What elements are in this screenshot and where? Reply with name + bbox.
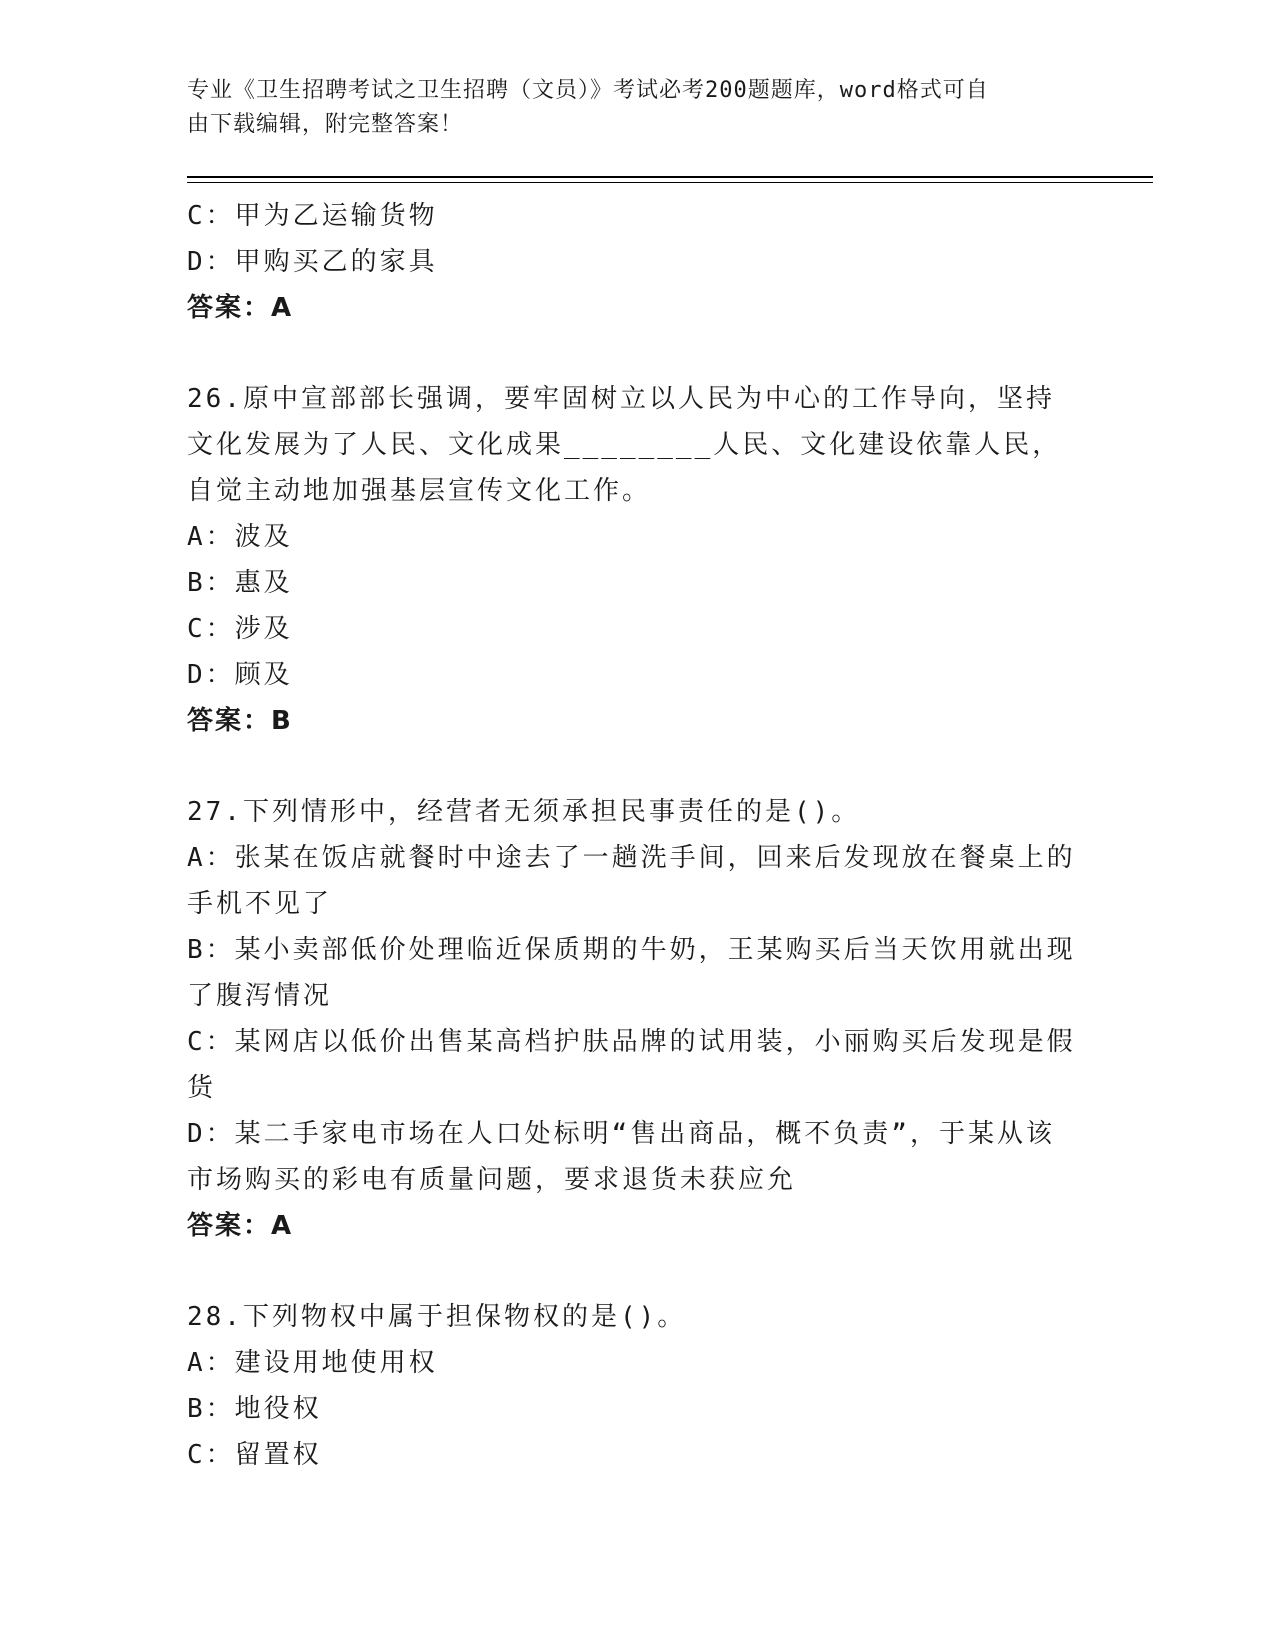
option-a: A：张某在饭店就餐时中途去了一趟洗手间，回来后发现放在餐桌上的手机不见了: [187, 843, 1076, 919]
question-stem: 26.原中宣部部长强调，要牢固树立以人民为中心的工作导向，坚持文化发展为了人民、文化成果________人民、文化建设依靠人民，自觉主动地加强基层宣传文化工作。: [187, 384, 1062, 506]
option-b: B：惠及: [187, 568, 293, 598]
option-c: C：涉及: [187, 614, 293, 644]
document-body: [187, 193, 1077, 1478]
option-c: C：留置权: [187, 1440, 322, 1470]
question-28: [187, 1294, 1077, 1478]
spacer: [187, 1249, 1077, 1294]
answer: 答案：B: [187, 706, 293, 736]
answer: 答案：A: [187, 293, 294, 323]
question-25-tail: [187, 193, 1077, 331]
option-d: D：顾及: [187, 660, 293, 690]
page-header: [187, 74, 1067, 142]
option-b: B：某小卖部低价处理临近保质期的牛奶，王某购买后当天饮用就出现了腹泻情况: [187, 935, 1076, 1011]
header-line-1: 专业《卫生招聘考试之卫生招聘（文员）》考试必考200题题库，word格式可自: [187, 78, 989, 103]
option-a: A：波及: [187, 522, 293, 552]
option-b: B：地役权: [187, 1394, 322, 1424]
spacer: [187, 331, 1077, 376]
question-stem: 28.下列物权中属于担保物权的是()。: [187, 1302, 687, 1332]
option-c: C：某网店以低价出售某高档护肤品牌的试用装，小丽购买后发现是假货: [187, 1027, 1076, 1103]
spacer: [187, 744, 1077, 789]
header-line-2: 由下载编辑，附完整答案！: [187, 112, 464, 137]
question-26: [187, 376, 1077, 744]
option-d: D：甲购买乙的家具: [187, 247, 438, 277]
header-rule-thin: [187, 182, 1153, 183]
question-27: [187, 789, 1077, 1249]
option-c: C：甲为乙运输货物: [187, 201, 438, 231]
option-d: D：某二手家电市场在人口处标明“售出商品，概不负责”，于某从该市场购买的彩电有质量问题，要求退货未获应允: [187, 1119, 1055, 1195]
header-rule-thick: [187, 176, 1153, 178]
option-a: A：建设用地使用权: [187, 1348, 438, 1378]
answer: 答案：A: [187, 1211, 294, 1241]
question-stem: 27.下列情形中，经营者无须承担民事责任的是()。: [187, 797, 861, 827]
